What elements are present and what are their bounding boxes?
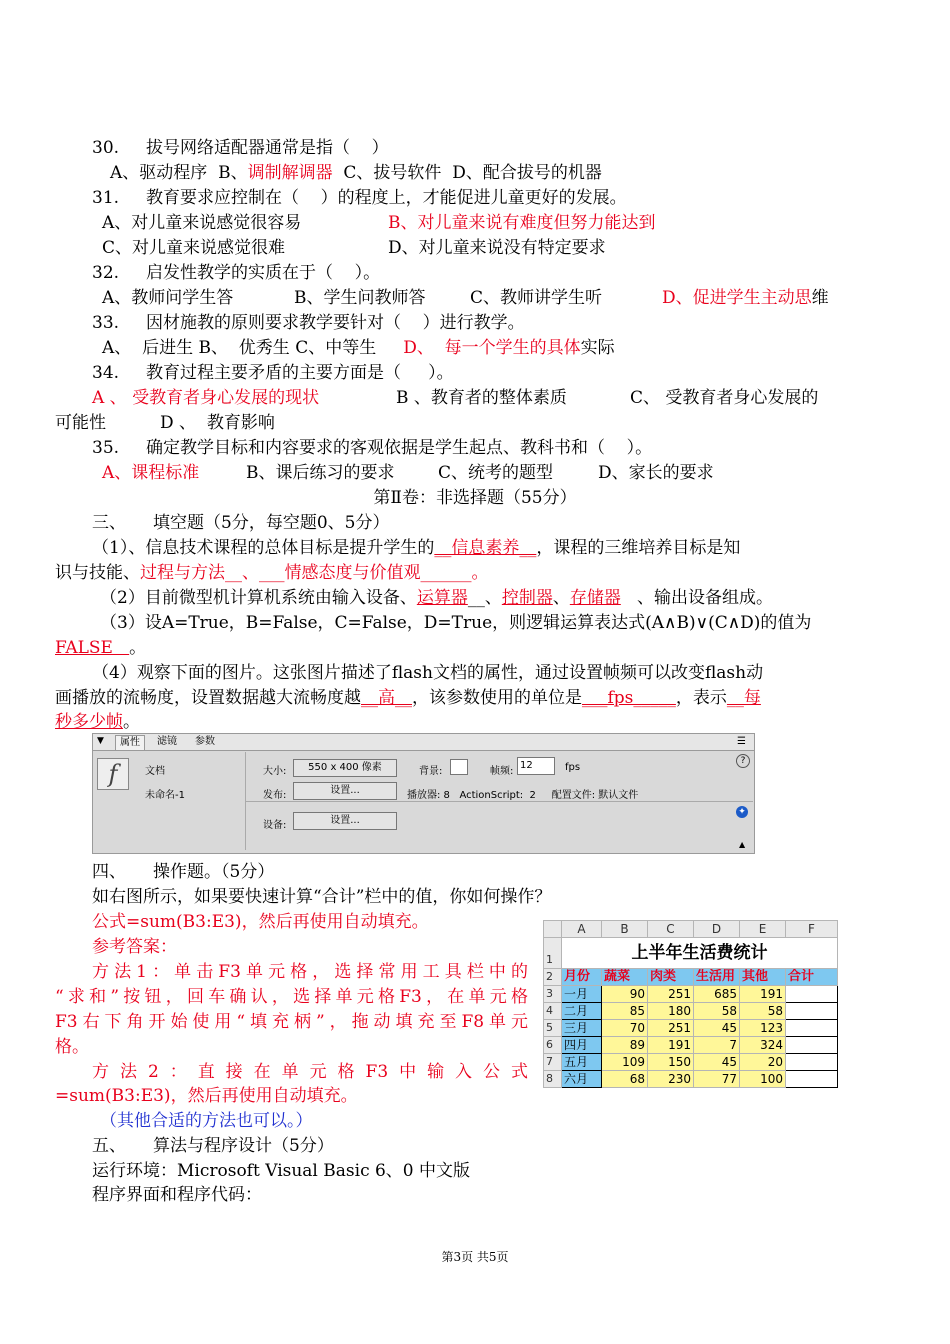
question-34-stem: 34. 教育过程主要矛盾的主要方面是（ ）。 [92, 363, 454, 383]
table-row [544, 986, 838, 1003]
header-cell[interactable]: 月份 [562, 969, 602, 986]
value-cell[interactable]: 100 [740, 1071, 786, 1088]
fps-unit: fps [565, 762, 581, 773]
table-row [544, 1037, 838, 1054]
row-header[interactable]: 1 [544, 938, 562, 969]
month-cell[interactable]: 五月 [562, 1054, 602, 1071]
publish-settings-button[interactable]: 设置... [293, 782, 397, 800]
fill-q1-line2 [55, 562, 489, 584]
q32-option-a: A、教师问学生答 [102, 288, 234, 308]
value-cell[interactable]: 20 [740, 1054, 786, 1071]
row-header[interactable]: 3 [544, 986, 562, 1003]
player-info: 播放器: 8 ActionScript: 2 配置文件: 默认文件 [407, 790, 639, 801]
frame-rate-label: 帧频: [490, 766, 514, 777]
collapse-arrow-icon[interactable]: ▼ [97, 736, 104, 746]
flash-document-icon: f [97, 758, 129, 790]
header-row [544, 969, 838, 986]
fill-heading: 三、 填空题（5分，每空题0、5分） [92, 513, 390, 533]
q35-option-d: D、家长的要求 [598, 463, 714, 483]
fill-q2-sep1: __、 [467, 588, 502, 608]
question-33-stem: 33. 因材施教的原则要求教学要针对（ ）进行教学。 [92, 313, 525, 333]
header-cell[interactable]: 合计 [786, 969, 838, 986]
fill-q2-blank3: 存储器 [569, 588, 621, 608]
fill-q1-text2: ，课程的三维培养目标是知 [536, 538, 741, 558]
value-cell[interactable]: 70 [602, 1020, 648, 1037]
month-cell[interactable]: 六月 [562, 1071, 602, 1088]
fill-q2-text2: 、输出设备组成。 [620, 588, 774, 608]
header-cell[interactable]: 生活用 [694, 969, 740, 986]
ops-method1-line4: 格。 [55, 1037, 89, 1057]
q31-answer: B、对儿童来说有难度但努力能达到 [388, 213, 656, 233]
row-header[interactable]: 6 [544, 1037, 562, 1054]
q33-answer: D、 每一个学生的具体 [403, 338, 581, 358]
doc-name: 未命名-1 [145, 790, 185, 801]
q32-answer-tail: 维 [811, 288, 829, 308]
q31-option-d: D、对儿童来说没有特定要求 [388, 238, 606, 258]
spreadsheet-table [543, 920, 838, 1088]
ops-answer: 公式=sum(B3:E3)，然后再使用自动填充。 [92, 912, 429, 932]
value-cell[interactable]: 191 [740, 986, 786, 1003]
value-cell[interactable]: 7 [694, 1037, 740, 1054]
table-row [544, 1020, 838, 1037]
doc-type-label: 文档 [145, 766, 165, 777]
value-cell[interactable]: 45 [694, 1020, 740, 1037]
panel-tabbar [93, 734, 754, 751]
value-cell[interactable]: 109 [602, 1054, 648, 1071]
fill-q1-text3: 识与技能、 [55, 563, 140, 583]
ops-method1-line2: “求和”按钮，回车确认，选择单元格F3，在单元格 [55, 987, 528, 1007]
fill-q3-answer-line [55, 637, 146, 659]
fill-q4-line3 [55, 711, 140, 733]
fill-q4-line2 [55, 687, 761, 709]
panel-menu-icon[interactable]: ☰ [737, 736, 746, 747]
month-cell[interactable]: 一月 [562, 986, 602, 1003]
q31-option-c: C、对儿童来说感觉很难 [102, 238, 286, 258]
row-header[interactable]: 7 [544, 1054, 562, 1071]
background-color-swatch[interactable] [450, 759, 468, 775]
value-cell[interactable]: 89 [602, 1037, 648, 1054]
fill-q4-text: 画播放的流畅度，设置数据越大流畅度越 [55, 688, 361, 708]
table-row [544, 1003, 838, 1020]
corner-cell[interactable] [544, 921, 562, 938]
column-header[interactable]: B [602, 921, 648, 938]
fill-q2 [100, 587, 773, 609]
q33-options-abc: A、 后进生 B、 优秀生 C、中等生 [102, 338, 404, 358]
ops-reference-label: 参考答案： [92, 937, 177, 957]
q35-option-c: C、统考的题型 [438, 463, 554, 483]
ops-method2-line2: =sum(B3:E3)，然后再使用自动填充。 [55, 1086, 358, 1106]
question-30-stem: 30. 拔号网络适配器通常是指（ ） [92, 138, 389, 158]
fill-q4-text2: ，该参数使用的单位是 [412, 688, 582, 708]
q30-answer: 调制解调器 [247, 163, 333, 183]
row-header[interactable]: 5 [544, 1020, 562, 1037]
fill-q3-text: （3）设A=True，B=False，C=False，D=True，则逻辑运算表达式(A∧B)∨(C∧D)的值为 [100, 613, 812, 633]
frame-rate-input[interactable]: 12 [517, 757, 555, 775]
value-cell[interactable]: 68 [602, 1071, 648, 1088]
header-cell[interactable]: 其他 [740, 969, 786, 986]
q35-answer: A、课程标准 [102, 463, 200, 483]
value-cell[interactable]: 685 [694, 986, 740, 1003]
q31-option-a: A、对儿童来说感觉很容易 [102, 213, 302, 233]
q32-option-b: B、学生问教师答 [294, 288, 426, 308]
value-cell[interactable]: 251 [648, 1020, 694, 1037]
total-cell[interactable] [786, 1037, 838, 1054]
value-cell[interactable]: 150 [648, 1054, 694, 1071]
total-cell[interactable] [786, 1003, 838, 1020]
fill-q3-end: 。 [129, 638, 147, 658]
flash-properties-panel [92, 733, 755, 854]
size-button[interactable]: 550 x 400 像素 [293, 759, 397, 777]
column-header[interactable]: A [562, 921, 602, 938]
q30-options-rest: C、拔号软件 D、配合拔号的机器 [332, 163, 602, 183]
column-header[interactable]: D [694, 921, 740, 938]
header-cell[interactable]: 蔬菜 [602, 969, 648, 986]
tab-parameters[interactable]: 参数 [195, 736, 215, 747]
size-label: 大小: [263, 766, 287, 777]
tab-filters[interactable]: 滤镜 [157, 736, 177, 747]
row-header[interactable]: 4 [544, 1003, 562, 1020]
q34-option-c: C、 受教育者身心发展的 [630, 388, 819, 408]
fill-q2-blank1: 运算器 [416, 588, 468, 608]
fill-q4-text3: ，表示 [675, 688, 727, 708]
value-cell[interactable]: 77 [694, 1071, 740, 1088]
header-cell[interactable]: 肉类 [648, 969, 694, 986]
page-footer: 第3页 共5页 [441, 1250, 509, 1264]
fill-q4-blank1: __高__ [361, 688, 412, 708]
month-cell[interactable]: 三月 [562, 1020, 602, 1037]
q35-option-b: B、课后练习的要求 [246, 463, 395, 483]
q34-option-b: B 、教育者的整体素质 [396, 388, 567, 408]
q33-answer-tail: 实际 [580, 338, 615, 358]
column-header[interactable]: C [648, 921, 694, 938]
question-32-stem: 32. 启发性教学的实质在于（ ）。 [92, 263, 381, 283]
table-row [544, 1054, 838, 1071]
value-cell[interactable]: 58 [694, 1003, 740, 1020]
fill-q4-line1: （4）观察下面的图片。这张图片描述了flash文档的属性，通过设置帧频可以改变flash动 [92, 663, 764, 683]
algo-environment: 运行环境：Microsoft Visual Basic 6、0 中文版 [92, 1161, 471, 1181]
column-header[interactable]: F [786, 921, 838, 938]
table-row [544, 1071, 838, 1088]
question-30-options [110, 162, 602, 184]
total-cell[interactable] [786, 986, 838, 1003]
q34-answer: A 、 受教育者身心发展的现状 [92, 388, 320, 408]
column-header-row [544, 921, 838, 938]
question-31-stem: 31. 教育要求应控制在（ ）的程度上，才能促进儿童更好的发展。 [92, 188, 627, 208]
fill-q4-blank2: ___fps_____ [582, 688, 676, 708]
algo-heading: 五、 算法与程序设计（5分） [92, 1136, 334, 1156]
total-cell[interactable] [786, 1020, 838, 1037]
total-cell[interactable] [786, 1054, 838, 1071]
value-cell[interactable]: 180 [648, 1003, 694, 1020]
algo-ui-label: 程序界面和程序代码： [92, 1185, 262, 1205]
background-label: 背景: [419, 766, 443, 777]
tab-properties[interactable]: 属性 [115, 735, 145, 750]
q32-answer: D、促进学生主动思 [662, 288, 812, 308]
expand-arrow-icon[interactable]: ▲ [739, 840, 746, 849]
spreadsheet-screenshot [543, 920, 837, 1089]
fill-q2-sep2: 、 [552, 588, 570, 608]
q34-option-d: D 、 教育影响 [160, 413, 275, 433]
sheet-title[interactable]: 上半年生活费统计 [562, 938, 838, 969]
part2-title: 第Ⅱ卷：非选择题（55分） [373, 488, 577, 508]
q30-option-a: A、驱动程序 B、 [110, 163, 248, 183]
title-row [544, 938, 838, 969]
q33-options [102, 337, 615, 359]
value-cell[interactable]: 90 [602, 986, 648, 1003]
row-header[interactable]: 2 [544, 969, 562, 986]
panel-divider [245, 801, 753, 802]
ops-other-methods: （其他合适的方法也可以。） [100, 1111, 313, 1131]
device-settings-button[interactable]: 设置... [293, 812, 397, 830]
value-cell[interactable]: 123 [740, 1020, 786, 1037]
q32-option-d [662, 287, 829, 309]
value-cell[interactable]: 85 [602, 1003, 648, 1020]
column-header[interactable]: E [740, 921, 786, 938]
ops-heading: 四、 操作题。（5分） [92, 862, 275, 882]
value-cell[interactable]: 45 [694, 1054, 740, 1071]
fill-q1-blank1: __信息素养__ [434, 538, 537, 558]
fill-q1-blank2: 过程与方法__、___情感态度与价值观______。 [140, 563, 489, 583]
fill-q2-blank2: 控制器 [501, 588, 553, 608]
accessibility-icon[interactable]: ✦ [736, 806, 748, 818]
fill-q3-answer: FALSE [55, 638, 130, 658]
month-cell[interactable]: 二月 [562, 1003, 602, 1020]
value-cell[interactable]: 324 [740, 1037, 786, 1054]
fill-q4-blank3-cont: 秒多少帧 [55, 712, 123, 732]
fill-q4-blank3: __每 [726, 688, 761, 708]
publish-label: 发布: [263, 790, 287, 801]
ops-method1-line1: 方法1：单击F3单元格，选择常用工具栏中的 [92, 962, 528, 982]
ops-method2-line1: 方法2：直接在单元格F3中输入公式 [92, 1062, 528, 1082]
fill-q1-text: （1）、信息技术课程的总体目标是提升学生的 [92, 538, 435, 558]
device-label: 设备: [263, 820, 287, 831]
value-cell[interactable]: 251 [648, 986, 694, 1003]
q34-option-c-cont: 可能性 [55, 413, 106, 433]
fill-q1-line1 [92, 537, 740, 559]
question-35-stem: 35. 确定教学目标和内容要求的客观依据是学生起点、教科书和（ ）。 [92, 438, 653, 458]
help-icon[interactable]: ? [736, 754, 750, 768]
data-rows [544, 986, 838, 1088]
value-cell[interactable]: 230 [648, 1071, 694, 1088]
row-header[interactable]: 8 [544, 1071, 562, 1088]
ops-method1-line3: F3右下角开始使用“填充柄”，拖动填充至F8单元 [55, 1012, 528, 1032]
q32-option-c: C、教师讲学生听 [470, 288, 603, 308]
value-cell[interactable]: 191 [648, 1037, 694, 1054]
fill-q4-end: 。 [123, 712, 140, 732]
ops-question: 如右图所示，如果要快速计算“合计”栏中的值，你如何操作？ [92, 887, 552, 907]
month-cell[interactable]: 四月 [562, 1037, 602, 1054]
fill-q2-text: （2）目前微型机计算机系统由输入设备、 [100, 588, 417, 608]
value-cell[interactable]: 58 [740, 1003, 786, 1020]
total-cell[interactable] [786, 1071, 838, 1088]
